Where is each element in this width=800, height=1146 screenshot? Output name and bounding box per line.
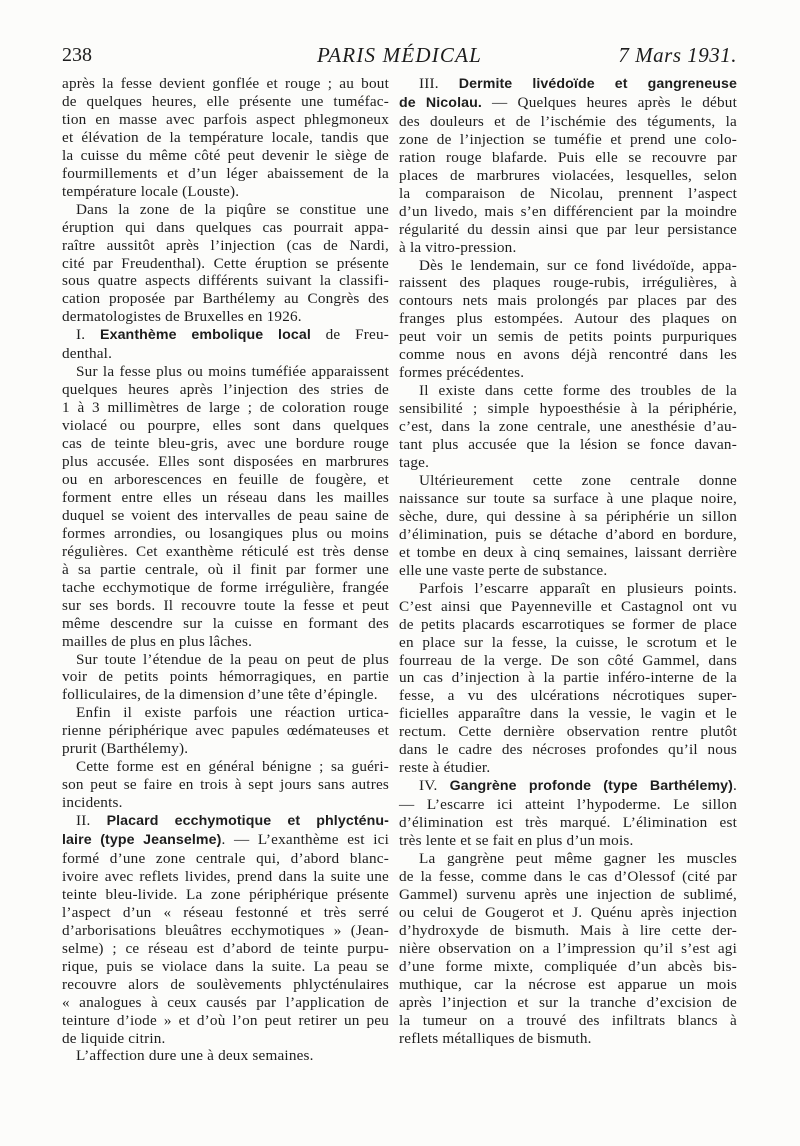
left-column (62, 75, 389, 1065)
issue-date: 7 Mars 1931. (618, 43, 737, 67)
text-line: teinte bleu-livide. La zone périphérique présente (62, 885, 389, 903)
text-line: fesse, a vu des ulcérations nécrotiques super- (399, 687, 737, 705)
text-line: quelques heures après l’injection des stries de (62, 381, 389, 399)
text-line: peut voir un semis de petits points purpuriques (399, 328, 737, 346)
text-line: c’est, dans la zone centrale, une anesthésie d’au- (399, 418, 737, 436)
paragraph (62, 812, 389, 1047)
text-line: cas de teinte bleu-gris, avec une bordure rouge (62, 435, 389, 453)
section-heading: Placard ecchymotique et phlycténu- (106, 813, 389, 830)
text-line: l’aspect d’un « réseau festonné et très serré (62, 903, 389, 921)
text-line: Enfin il existe parfois une réaction urtica- (76, 704, 389, 722)
paragraph (62, 75, 389, 201)
text-line: température locale (Louste). (62, 182, 240, 200)
text-line: régulières. Cet exanthème réticulé est très dense (62, 542, 389, 560)
text-line: La gangrène peut même gagner les muscles (419, 849, 737, 867)
text-line: très lente et se fait en plus d’un mois. (399, 832, 634, 850)
right-column (399, 75, 737, 1047)
text-line: tion en masse avec parfois aspect phlegmoneux (62, 110, 389, 128)
text-line: Cette forme est en général bénigne ; sa guéri- (76, 758, 389, 776)
text-line: Sur toute l’étendue de la peau on peut de plus (76, 650, 389, 668)
text-line: Ultérieurement cette zone centrale donne (419, 471, 737, 489)
text-line: dans le cadre des nécroses profondes qu’il nous (399, 741, 737, 759)
text-line: ivoire avec reflets livides, prend dans la suite une (62, 867, 389, 885)
section-heading: de Nicolau. (399, 94, 482, 111)
section-heading: Gangrène profonde (type Barthélemy) (449, 778, 733, 795)
text-line: violacé ou pourpre, elles sont dans quelques (62, 417, 389, 435)
text-line: « analogues à ceux causés par l’application de (62, 993, 389, 1011)
text-line: sèche, dure, qui dessine à sa périphérie un sillon (399, 507, 737, 525)
text-line: franges plus estompées. Autour des plaques on (399, 310, 737, 328)
text-line: sensibilité ; simple hypoesthésie à la périphérie, (399, 400, 737, 418)
section-heading: Dermite livédoïde et gangreneuse (458, 76, 737, 92)
text-line: nière observation on a l’impression qu’il s’est agi (399, 939, 737, 957)
section-heading: Exanthème embolique local (100, 327, 311, 344)
text-line: comme nous en avons déjà rencontré dans les (399, 346, 737, 364)
text-run: . (733, 777, 737, 795)
paragraph (62, 651, 389, 705)
text-line: ficielles apparaître dans la vessie, le vagin et le (399, 705, 737, 723)
paragraph (62, 704, 389, 758)
paragraph (62, 758, 389, 812)
text-line: tage. (399, 454, 430, 472)
text-line (399, 75, 737, 94)
text-line: naissance sur toute sa surface à une plaque noire, (399, 489, 737, 507)
text-line: C’est ainsi que Payenneville et Castagnol ont vu (399, 597, 737, 615)
text-line: ou en arborescences en feuille de fougère, et (62, 470, 389, 488)
text-line: zone de l’injection se tuméfie et prend une colo- (399, 130, 737, 148)
text-line: tache ecchymotique de forme irrégulière, frangée (62, 578, 389, 596)
text-line: formes arrondies, ou losangiques plus ou moins (62, 524, 389, 542)
text-line: régularité du dessin ainsi que par leur persistance (399, 220, 737, 238)
text-line (399, 94, 737, 113)
text-line: denthal. (62, 345, 113, 363)
text-line (62, 812, 389, 831)
text-line: après la fesse devient gonflée et rouge ; au bout (62, 75, 389, 92)
text-line: Il existe dans cette forme des troubles de la (419, 382, 737, 400)
text-line: d’arborisations bleuâtres ecchymotiques » (Jean- (62, 921, 389, 939)
running-header (62, 41, 737, 69)
text-line: formé d’une zone centrale qui, d’abord blanc- (62, 849, 389, 867)
text-line: prurit (Barthélemy). (62, 740, 189, 758)
text-line: contours nets mais prolongés par places par des (399, 292, 737, 310)
text-line: — L’escarre ici atteint l’hypoderme. Le sillon (399, 796, 737, 814)
text-line: la cuisse du même côté peut devenir le siège de (62, 146, 389, 164)
text-line: plus accusée. Elles sont disposées en marbrures (62, 453, 389, 471)
text-line: elle une vaste perte de substance. (399, 561, 608, 579)
paragraph (62, 326, 389, 363)
page-number: 238 (62, 44, 92, 66)
text-line: raître aussitôt après l’injection (cas de Nardi, (62, 236, 389, 254)
text-line: tant plus accusée que la lésion se fonce davan- (399, 436, 737, 454)
text-line: fourreau de la verge. De son côté Gammel, dans (399, 651, 737, 669)
text-line: après l’injection et sur la tranche d’excision de (399, 993, 737, 1011)
text-line: Dès le lendemain, sur ce fond livédoïde, appa- (419, 256, 737, 274)
paragraph (399, 472, 737, 580)
text-line: d’un livedo, mais s’en différencient par la moindre (399, 202, 737, 220)
text-line: rectum. Cette dernière observation rentre plutôt (399, 723, 737, 741)
text-line: rique, puis se violace dans la suite. La peau se (62, 957, 389, 975)
text-line: selme) ; ce réseau est d’abord de teinte purpu- (62, 939, 389, 957)
text-line: L’affection dure une à deux semaines. (76, 1047, 314, 1065)
text-line: fourmillements et d’un léger abaissement de la (62, 164, 389, 182)
text-run: II. (76, 812, 107, 830)
paragraph (399, 75, 737, 257)
text-line: duquel se voient des intervalles de peau saine de (62, 506, 389, 524)
text-line: Dans la zone de la piqûre se constitue une (76, 200, 389, 218)
paragraph (399, 777, 737, 850)
text-line: et tombe en deux à cinq semaines, laissant derrière (399, 543, 737, 561)
text-line: son peut se faire en trois à sept jours sans autres (62, 776, 389, 794)
text-line: dermatologistes de Bruxelles en 1926. (62, 308, 302, 326)
paragraph (62, 201, 389, 327)
text-run: IV. (419, 777, 450, 795)
text-line: incidents. (62, 794, 123, 812)
text-line: teinture d’iode » et d’où l’on peut retirer un peu (62, 1011, 389, 1029)
text-line: voir de petits points hémorragiques, en partie (62, 668, 389, 686)
text-line: folliculaires, de la dimension d’une tête d’épingle. (62, 686, 378, 704)
text-line: ration rouge blafarde. Puis elle se recouvre par (399, 148, 737, 166)
text-line: recouvre alors de soulèvements phlycténulaires (62, 975, 389, 993)
text-line: mailles de plus en plus lâches. (62, 632, 253, 650)
text-run: I. (76, 326, 101, 344)
text-line: d’hydroxyde de bismuth. Mais à lire cette der- (399, 921, 737, 939)
text-line: sur ses bords. Il recouvre toute la fesse et peut (62, 596, 389, 614)
text-line: Gammel) survenu après une injection de sublimé, (399, 885, 737, 903)
text-line: et élévation de la température locale, tandis que (62, 128, 389, 146)
text-line: muthique, car la nécrose est apparue un mois (399, 975, 737, 993)
text-line: à la vitro-pression. (399, 238, 517, 256)
text-line (399, 777, 737, 796)
section-heading: laire (type Jeanselme) (62, 832, 222, 849)
text-line: un cas d’injection à la partie inféro-interne de la (399, 669, 737, 687)
text-line: de la fesse, comme dans le cas d’Olessof (cité par (399, 867, 737, 885)
journal-title: PARIS MÉDICAL (316, 43, 483, 67)
paragraph (62, 1047, 389, 1065)
text-run: . — L’exanthème est ici (221, 831, 389, 849)
text-line (62, 326, 389, 345)
text-line: d’élimination, puis se détache d’abord en bordure, (399, 525, 737, 543)
paragraph (399, 257, 737, 383)
text-run: de Freu- (310, 326, 389, 344)
text-line: cité par Freudenthal). Cette éruption se présente (62, 254, 389, 272)
text-line: raissent des plaques rouge-rubis, irrégulières, à (399, 274, 737, 292)
text-line: de quelques heures, elle présente une tuméfac- (62, 92, 389, 110)
text-line: formes précédentes. (399, 364, 525, 382)
text-line: de liquide citrin. (62, 1029, 166, 1047)
text-line: la comparaison de Nicolau, prennent l’aspect (399, 184, 737, 202)
text-line: même descendre sur la cuisse en formant des (62, 614, 389, 632)
text-line: de petits placards escarrotiques se former de place (399, 615, 737, 633)
text-line: des douleurs et de l’ischémie des téguments, la (399, 112, 737, 130)
text-line: cation proposée par Barthélemy au Congrès des (62, 290, 389, 308)
text-line: 1 à 3 millimètres de large ; de coloration rouge (62, 399, 389, 417)
text-line: Sur la fesse plus ou moins tuméfiée apparaissent (76, 363, 389, 381)
text-line: d’une forme mixte, compliquée d’un abcès bis- (399, 957, 737, 975)
paragraph (399, 382, 737, 472)
text-line: reflets métalliques de bismuth. (399, 1029, 592, 1047)
text-line: à sa partie centrale, où il finit par former une (62, 560, 389, 578)
paragraph (62, 363, 389, 650)
paragraph (399, 580, 737, 777)
text-line: d’élimination est très marqué. L’élimination est (399, 814, 737, 832)
paragraph (399, 850, 737, 1047)
text-run: III. (419, 75, 459, 92)
text-line: éruption qui dans quelques cas pourrait appa- (62, 218, 389, 236)
text-line: ou celui de Gougerot et J. Quénu après injection (399, 903, 737, 921)
text-line: forment entre elles un réseau dans les mailles (62, 488, 389, 506)
text-line: la tumeur on a trouvé des infiltrats blancs à (399, 1011, 737, 1029)
text-line: en place sur la fesse, la cuisse, le scrotum et le (399, 633, 737, 651)
text-line: places de marbrures violacées, lesquelles, selon (399, 166, 737, 184)
text-line: sous quatre aspects différents suivant la classifi- (62, 272, 389, 290)
text-line (62, 831, 389, 850)
text-line: reste à étudier. (399, 759, 491, 777)
text-run: — Quelques heures après le début (481, 93, 737, 111)
text-line: rienne périphérique avec papules œdémateuses et (62, 722, 389, 740)
text-line: Parfois l’escarre apparaît en plusieurs points. (419, 579, 737, 597)
